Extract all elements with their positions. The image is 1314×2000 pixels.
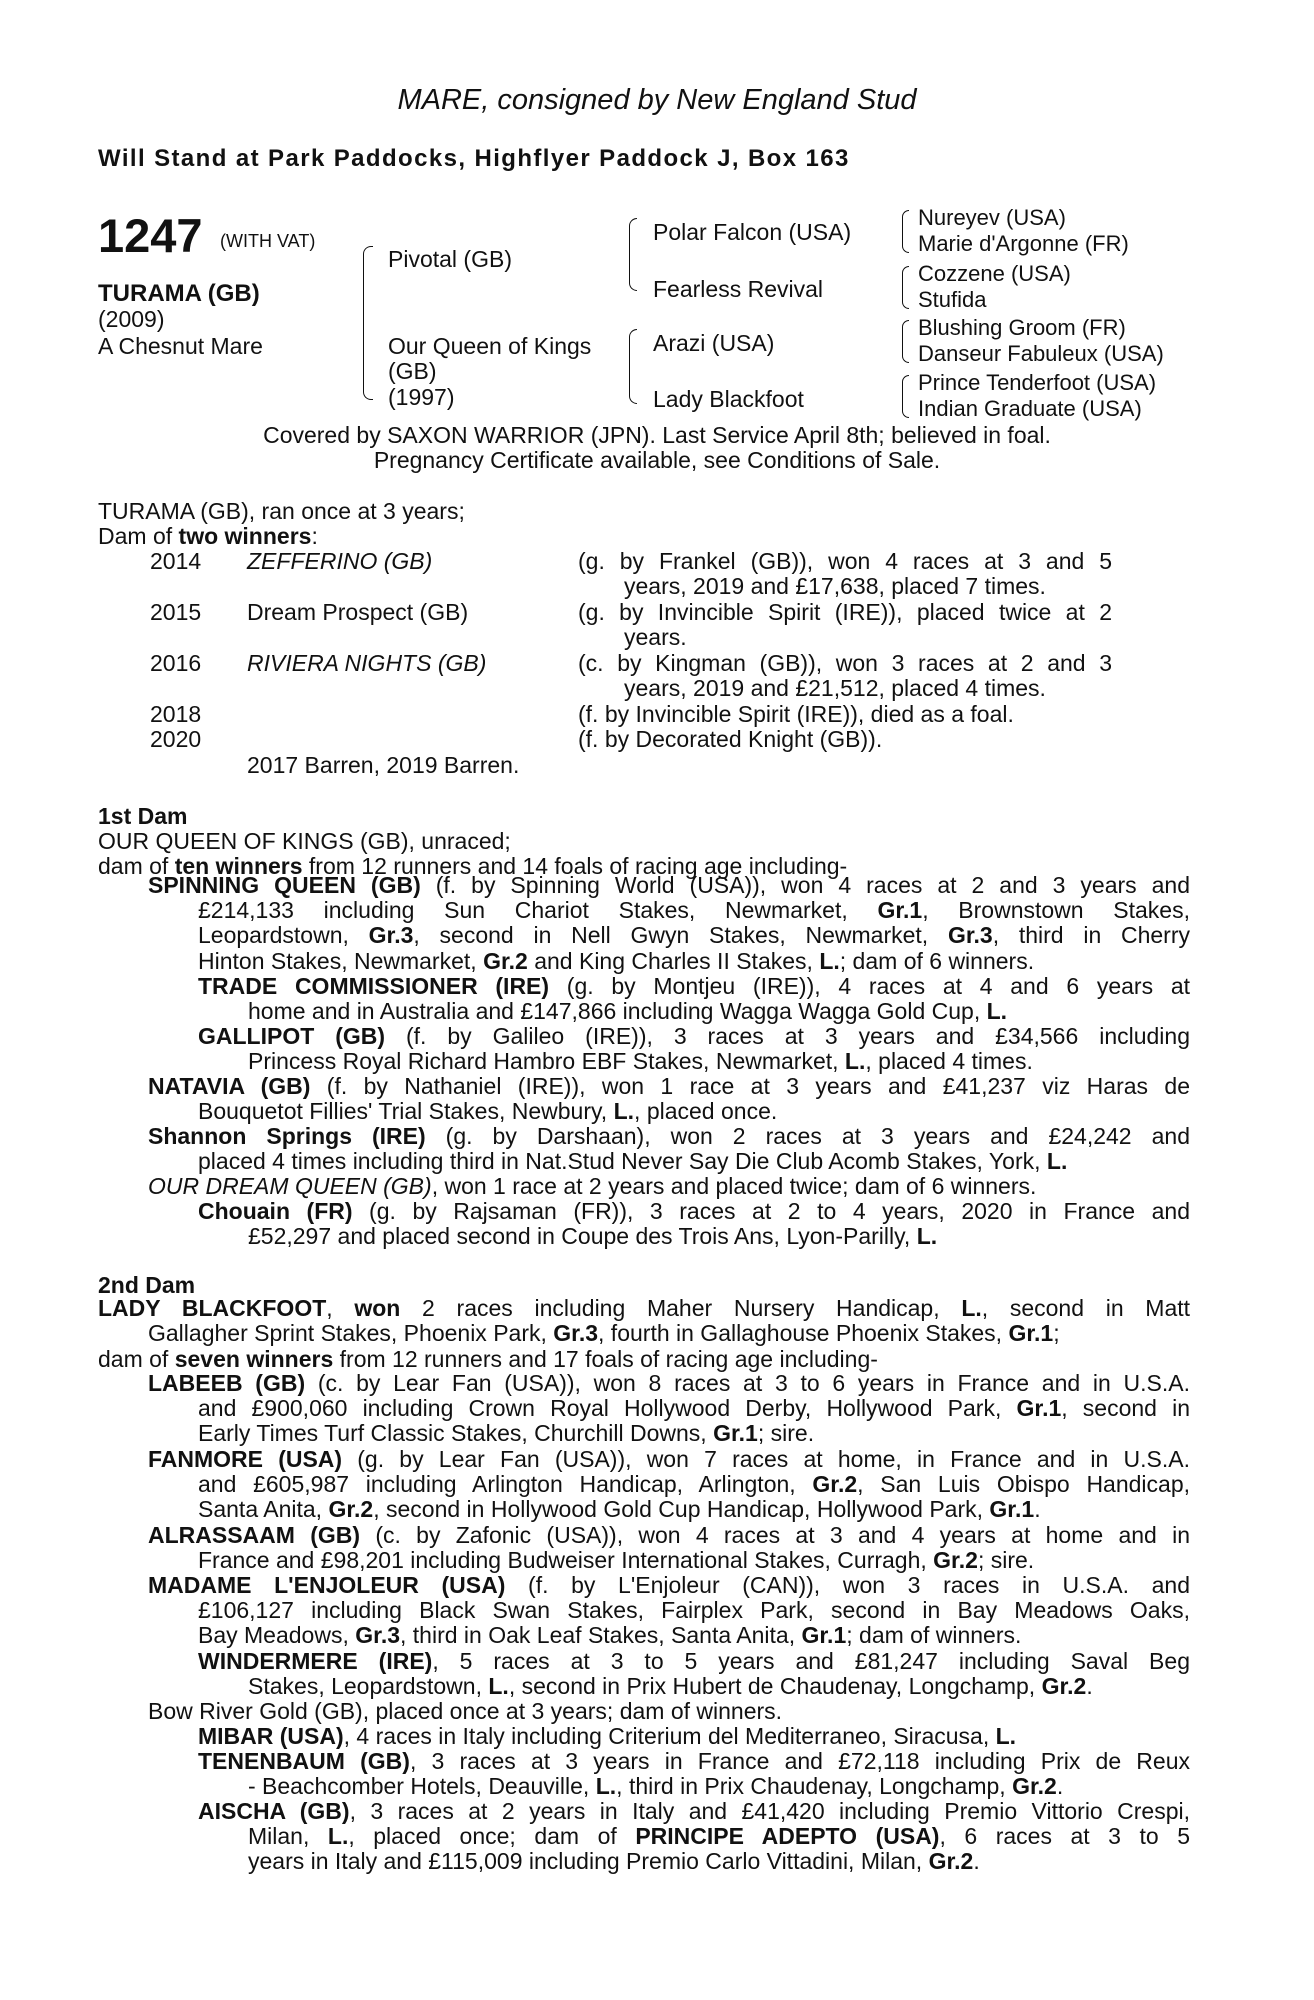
pregnancy-note: Pregnancy Certificate available, see Conditions of Sale. (373, 447, 941, 473)
pedigree-dam-country: (GB) (388, 358, 437, 384)
second-dam-heading: 2nd Dam (98, 1272, 196, 1298)
pedigree-dam: Our Queen of Kings (388, 333, 592, 359)
pedigree-sire-sire: Polar Falcon (USA) (653, 219, 852, 245)
second-dam-line-cont: Gallagher Sprint Stakes, Phoenix Park, Gr.3, fourth in Gallaghouse Phoenix Stakes, Gr.1; (148, 1320, 1060, 1346)
produce-entry-gallipot-cont: Princess Royal Richard Hambro EBF Stakes, Newmarket, L., placed 4 times. (248, 1048, 1033, 1074)
pedigree-g5: Blushing Groom (FR) (918, 315, 1126, 340)
produce-name: ZEFFERINO (GB) (247, 548, 433, 574)
produce-entry-chouain-cont: £52,297 and placed second in Coupe des Trois Ans, Lyon-Parilly, L. (248, 1223, 938, 1249)
covered-note: Covered by SAXON WARRIOR (JPN). Last Service April 8th; believed in foal. (263, 422, 1051, 448)
first-dam-foals: dam of ten winners from 12 runners and 14 foals of racing age including- (98, 853, 848, 879)
horse-name: TURAMA (GB) (98, 280, 260, 307)
pedigree-brace (902, 320, 909, 363)
produce-detail: years. (624, 624, 687, 650)
pedigree-dam-sire: Arazi (USA) (653, 330, 775, 356)
produce-entry-natavia-cont: Bouquetot Fillies' Trial Stakes, Newbury, L., placed once. (198, 1098, 778, 1124)
produce-entry-fanmore-cont: and £605,987 including Arlington Handicap, Arlington, Gr.2, San Luis Obispo Handicap, Santa Anita, Gr.2, second in Hollywood Gold Cup Handicap, Hollywood Park, Gr.1. (198, 1471, 1191, 1523)
pedigree-g1: Nureyev (USA) (918, 205, 1066, 230)
pedigree-g6: Danseur Fabuleux (USA) (918, 341, 1164, 366)
pedigree-dam-year: (1997) (388, 384, 455, 410)
horse-description: A Chesnut Mare (98, 333, 263, 359)
pedigree-brace (902, 266, 909, 309)
first-dam-heading: 1st Dam (98, 803, 188, 829)
produce-entry-shannon-springs-cont: placed 4 times including third in Nat.Stud Never Say Die Club Acomb Stakes, York, L. (198, 1148, 1068, 1174)
produce-year: 2016 (150, 650, 202, 676)
dam-of-winners: Dam of two winners: (98, 523, 318, 549)
produce-detail: (f. by Decorated Knight (GB)). (578, 726, 883, 752)
produce-year: 2020 (150, 726, 202, 752)
first-dam-line: OUR QUEEN OF KINGS (GB), unraced; (98, 828, 511, 854)
pedigree-g3: Cozzene (USA) (918, 261, 1071, 286)
produce-entry-mibar: MIBAR (USA), 4 races in Italy including Criterium del Mediterraneo, Siracusa, L. (198, 1723, 1017, 1749)
barren-years: 2017 Barren, 2019 Barren. (247, 752, 520, 778)
pedigree-brace (902, 210, 909, 253)
produce-detail: (f. by Invincible Spirit (IRE)), died as a foal. (578, 701, 1014, 727)
produce-year: 2018 (150, 701, 202, 727)
produce-entry-trade-commissioner-cont: home and in Australia and £147,866 including Wagga Wagga Gold Cup, L. (248, 998, 1008, 1024)
produce-entry-natavia: NATAVIA (GB) (f. by Nathaniel (IRE)), won 1 race at 3 years and £41,237 viz Haras de (148, 1073, 1190, 1099)
produce-entry-trade-commissioner: TRADE COMMISSIONER (IRE) (g. by Montjeu (IRE)), 4 races at 4 and 6 years at (198, 973, 1190, 999)
produce-entry-bow-river-gold: Bow River Gold (GB), placed once at 3 years; dam of winners. (148, 1698, 783, 1724)
lot-number: 1247 (98, 209, 203, 262)
produce-entry-labeeb-cont: and £900,060 including Crown Royal Hollywood Derby, Hollywood Park, Gr.1, second in Early Times Turf Classic Stakes, Churchill Downs, Gr.1; sire. (198, 1395, 1190, 1447)
pedigree-g7: Prince Tenderfoot (USA) (918, 370, 1157, 395)
pedigree-g4: Stufida (918, 287, 987, 312)
produce-entry-windermere: WINDERMERE (IRE), 5 races at 3 to 5 years and £81,247 including Saval Beg (198, 1648, 1190, 1674)
produce-detail: (c. by Kingman (GB)), won 3 races at 2 and 3 (578, 650, 1112, 676)
produce-entry-tenenbaum-cont: - Beachcomber Hotels, Deauville, L., third in Prix Chaudenay, Longchamp, Gr.2. (248, 1773, 1064, 1799)
foaling-year: (2009) (98, 306, 165, 332)
produce-detail: (g. by Frankel (GB)), won 4 races at 3 and 5 (578, 548, 1112, 574)
pedigree-dam-dam: Lady Blackfoot (653, 386, 804, 412)
second-dam-foals: dam of seven winners from 12 runners and 17 foals of racing age including- (98, 1346, 878, 1372)
produce-name: RIVIERA NIGHTS (GB) (247, 650, 487, 676)
produce-entry-spinning-queen: SPINNING QUEEN (GB) (f. by Spinning World (USA)), won 4 races at 2 and 3 years and (148, 872, 1190, 898)
race-record: TURAMA (GB), ran once at 3 years; (98, 498, 465, 524)
produce-entry-chouain: Chouain (FR) (g. by Rajsaman (FR)), 3 races at 2 to 4 years, 2020 in France and (198, 1198, 1190, 1224)
produce-entry-alrassaam-cont: France and £98,201 including Budweiser International Stakes, Curragh, Gr.2; sire. (198, 1547, 1035, 1573)
catalogue-header: MARE, consigned by New England Stud (397, 84, 917, 116)
produce-entry-spinning-queen-cont: £214,133 including Sun Chariot Stakes, Newmarket, Gr.1, Brownstown Stakes, Leopardstown, Gr.3, second in Nell Gwyn Stakes, Newmarket, Gr.3, third in Cherry Hinton Stakes, Newmarket, Gr.2 and King Charles II Stakes, L.; dam of 6 winners. (198, 897, 1191, 974)
produce-name: Dream Prospect (GB) (247, 599, 469, 625)
produce-detail: (g. by Invincible Spirit (IRE)), placed twice at 2 (578, 599, 1112, 625)
produce-entry-gallipot: GALLIPOT (GB) (f. by Galileo (IRE)), 3 races at 3 years and £34,566 including (198, 1023, 1191, 1049)
produce-year: 2015 (150, 599, 202, 625)
pedigree-g8: Indian Graduate (USA) (918, 396, 1142, 421)
pedigree-g2: Marie d'Argonne (FR) (918, 231, 1129, 256)
produce-entry-our-dream-queen: OUR DREAM QUEEN (GB), won 1 race at 2 years and placed twice; dam of 6 winners. (148, 1173, 1037, 1199)
produce-entry-madame-lenjoleur: MADAME L'ENJOLEUR (USA) (f. by L'Enjoleur (CAN)), won 3 races in U.S.A. and (148, 1572, 1190, 1598)
second-dam-line: LADY BLACKFOOT, won 2 races including Maher Nursery Handicap, L., second in Matt (98, 1295, 1191, 1321)
produce-entry-madame-lenjoleur-cont: £106,127 including Black Swan Stakes, Fairplex Park, second in Bay Meadows Oaks, Bay Meadows, Gr.3, third in Oak Leaf Stakes, Santa Anita, Gr.1; dam of winners. (198, 1597, 1190, 1649)
vat-note: (WITH VAT) (220, 231, 316, 251)
pedigree-brace (629, 329, 637, 404)
pedigree-brace (629, 218, 637, 291)
produce-entry-fanmore: FANMORE (USA) (g. by Lear Fan (USA)), won 7 races at home, in France and in U.S.A. (148, 1446, 1190, 1472)
produce-detail: years, 2019 and £17,638, placed 7 times. (624, 573, 1046, 599)
stand-location: Will Stand at Park Paddocks, Highflyer Paddock J, Box 163 (98, 145, 850, 172)
produce-entry-aischa: AISCHA (GB), 3 races at 2 years in Italy and £41,420 including Premio Vittorio Crespi, (198, 1798, 1190, 1824)
pedigree-brace (363, 246, 373, 400)
produce-entry-tenenbaum: TENENBAUM (GB), 3 races at 3 years in France and £72,118 including Prix de Reux (198, 1748, 1190, 1774)
produce-entry-shannon-springs: Shannon Springs (IRE) (g. by Darshaan), won 2 races at 3 years and £24,242 and (148, 1123, 1190, 1149)
produce-entry-windermere-cont: Stakes, Leopardstown, L., second in Prix Hubert de Chaudenay, Longchamp, Gr.2. (248, 1673, 1093, 1699)
produce-entry-alrassaam: ALRASSAAM (GB) (c. by Zafonic (USA)), won 4 races at 3 and 4 years at home and in (148, 1522, 1191, 1548)
pedigree-sire-dam: Fearless Revival (653, 276, 823, 302)
pedigree-sire: Pivotal (GB) (388, 246, 512, 272)
produce-detail: years, 2019 and £21,512, placed 4 times. (624, 675, 1046, 701)
pedigree-brace (902, 375, 909, 418)
produce-entry-aischa-cont: Milan, L., placed once; dam of PRINCIPE ADEPTO (USA), 6 races at 3 to 5 years in Italy and £115,009 including Premio Carlo Vittadini, Milan, Gr.2. (248, 1823, 1190, 1875)
produce-entry-labeeb: LABEEB (GB) (c. by Lear Fan (USA)), won 8 races at 3 to 6 years in France and in U.S.A. (148, 1370, 1190, 1396)
produce-year: 2014 (150, 548, 202, 574)
